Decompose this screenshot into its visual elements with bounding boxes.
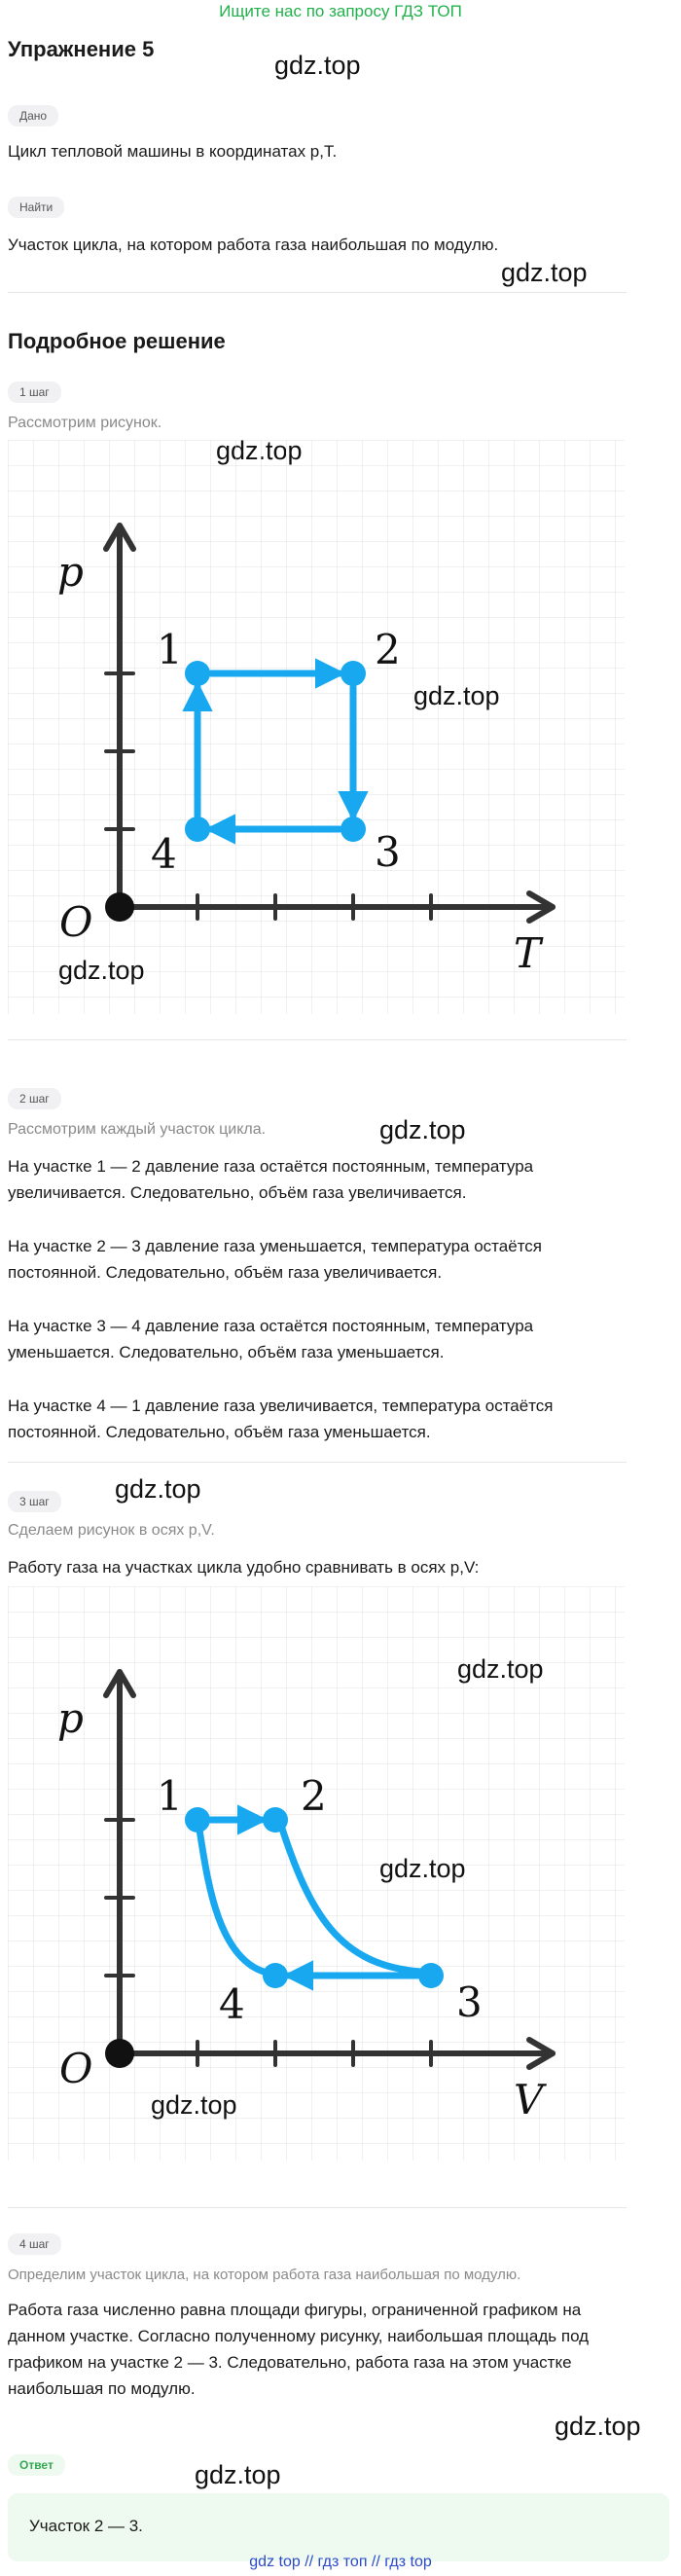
point-label: 3 bbox=[375, 828, 401, 876]
step-caption: Определим участок цикла, на котором работа газа наибольшая по модулю. bbox=[8, 2267, 521, 2283]
origin-label: O bbox=[59, 2045, 93, 2092]
x-axis-label: T bbox=[514, 929, 542, 977]
point-label: 3 bbox=[456, 1978, 483, 2026]
step-paragraph: Работа газа численно равна площади фигуры, ограниченной графиком на данном участке. Согласно полученному рисунку, наибольшая площадь под графиком на участке 2 — 3. Следовательно, работа газа на этом участке наибольшая по модулю. bbox=[8, 2301, 590, 2398]
exercise-title: Упражнение 5 bbox=[8, 37, 155, 61]
watermark: gdz.top bbox=[501, 258, 588, 287]
cycle-point bbox=[185, 661, 210, 686]
point-label: 4 bbox=[151, 830, 177, 878]
pt-diagram bbox=[8, 440, 625, 1014]
divider bbox=[8, 2207, 627, 2208]
point-label: 4 bbox=[219, 1980, 245, 2028]
find-text: Участок цикла, на котором работа газа наибольшая по модулю. bbox=[8, 236, 499, 254]
divider bbox=[8, 292, 627, 293]
given-tag: Дано bbox=[8, 105, 58, 127]
y-axis-label: p bbox=[57, 1694, 84, 1742]
watermark: gdz.top bbox=[274, 51, 361, 80]
watermark: gdz.top bbox=[379, 1115, 466, 1144]
step-tag: 2 шаг bbox=[8, 1088, 61, 1109]
cycle-point bbox=[185, 816, 210, 842]
watermark: gdz.top bbox=[115, 1474, 201, 1504]
cycle-point bbox=[418, 1963, 444, 1988]
cycle-point bbox=[340, 661, 366, 686]
given-text: Цикл тепловой машины в координатах p,T. bbox=[8, 142, 338, 161]
watermark: gdz.top bbox=[413, 681, 500, 710]
cycle-point bbox=[340, 816, 366, 842]
step-caption: Рассмотрим рисунок. bbox=[8, 415, 162, 431]
divider bbox=[8, 1462, 627, 1463]
origin-dot bbox=[105, 892, 134, 922]
x-axis-label: V bbox=[514, 2076, 544, 2123]
find-tag: Найти bbox=[8, 197, 64, 218]
watermark: gdz.top bbox=[58, 956, 145, 985]
step-tag: 3 шаг bbox=[8, 1491, 61, 1512]
origin-dot bbox=[105, 2039, 134, 2068]
answer-tag: Ответ bbox=[8, 2454, 65, 2476]
search-banner[interactable]: Ищите нас по запросу ГДЗ ТОП bbox=[219, 2, 462, 20]
step-paragraph: На участке 1 — 2 давление газа остаётся постоянным, температура увеличивается. Следовательно, объём газа увеличивается. bbox=[8, 1157, 534, 1202]
cycle-point bbox=[263, 1963, 288, 1988]
cycle-point bbox=[185, 1807, 210, 1832]
step-tag: 1 шаг bbox=[8, 381, 61, 403]
step-caption: Рассмотрим каждый участок цикла. bbox=[8, 1121, 267, 1138]
watermark: gdz.top bbox=[379, 1854, 466, 1883]
point-label: 2 bbox=[375, 626, 401, 673]
step-text: Работу газа на участках цикла удобно сравнивать в осях p,V: bbox=[8, 1558, 480, 1577]
step-paragraph: На участке 3 — 4 давление газа остаётся постоянным, температура уменьшается. Следовательно, объём газа уменьшается. bbox=[8, 1317, 534, 1361]
grid bbox=[8, 440, 625, 1014]
divider bbox=[8, 1039, 627, 1040]
point-label: 2 bbox=[301, 1772, 327, 1820]
cycle-point bbox=[263, 1807, 288, 1832]
step-tag: 4 шаг bbox=[8, 2233, 61, 2255]
step-paragraph: На участке 2 — 3 давление газа уменьшается, температура остаётся постоянной. Следовательно, объём газа увеличивается. bbox=[8, 1237, 542, 1282]
point-label: 1 bbox=[157, 1772, 183, 1820]
watermark: gdz.top bbox=[457, 1654, 544, 1684]
step-paragraph: На участке 4 — 1 давление газа увеличивается, температура остаётся постоянной. Следовательно, объём газа уменьшается. bbox=[8, 1397, 554, 1441]
origin-label: O bbox=[59, 898, 93, 946]
solution-title: Подробное решение bbox=[8, 329, 226, 353]
step-caption: Сделаем рисунок в осях p,V. bbox=[8, 1522, 215, 1539]
y-axis-label: p bbox=[57, 548, 84, 596]
watermark: gdz.top bbox=[195, 2460, 281, 2489]
watermark: gdz.top bbox=[151, 2090, 237, 2120]
point-label: 1 bbox=[157, 626, 183, 673]
footer-links[interactable]: gdz top // гдз топ // гдз top bbox=[249, 2554, 432, 2570]
answer-text: Участок 2 — 3. bbox=[29, 2517, 143, 2535]
watermark: gdz.top bbox=[555, 2412, 641, 2441]
